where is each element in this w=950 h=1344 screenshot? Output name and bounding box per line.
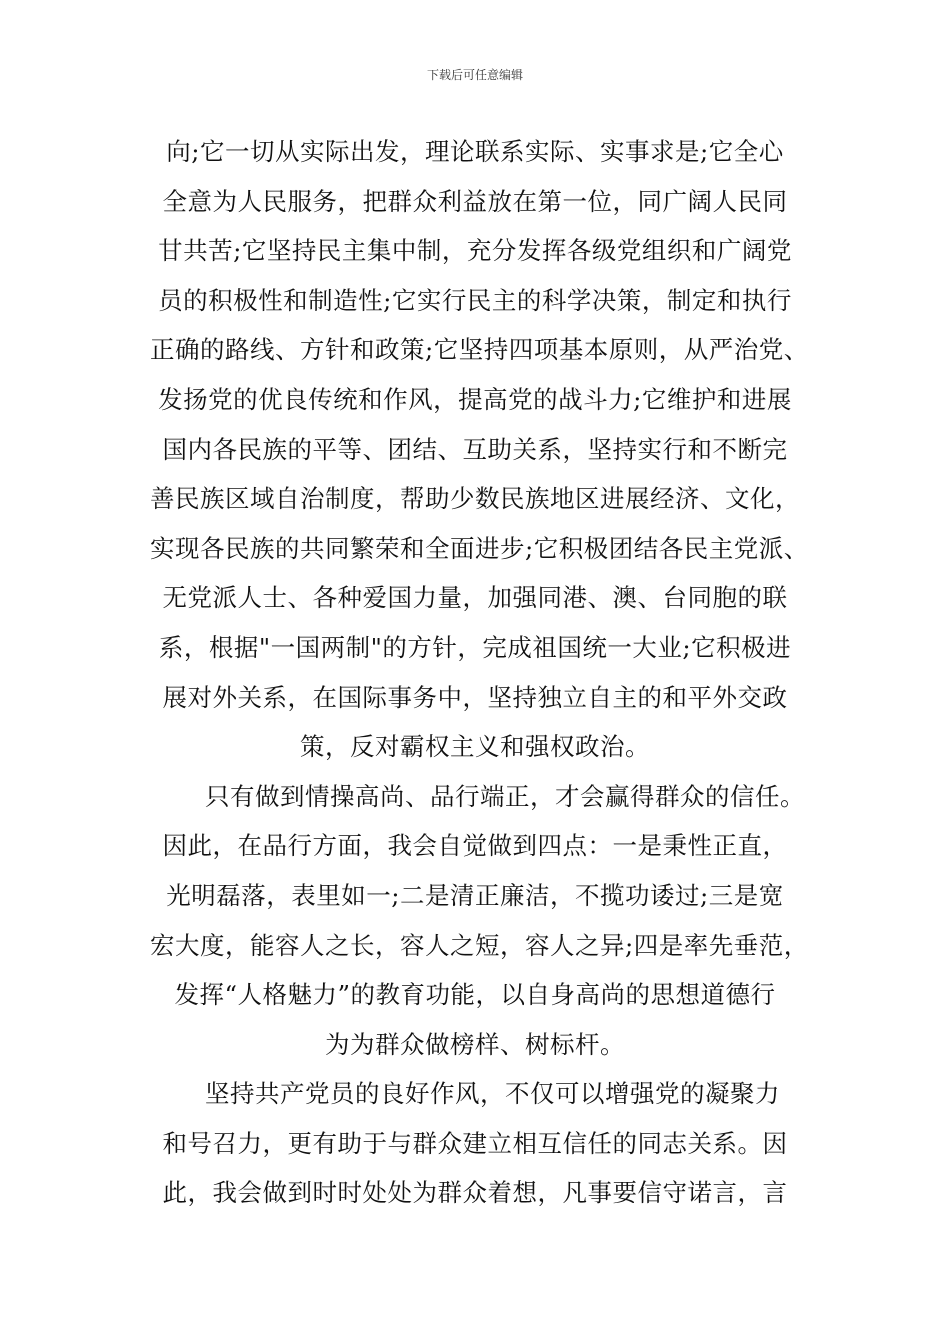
text-line: 向;它一切从实际出发，理论联系实际、实事求是;它全心	[166, 137, 784, 166]
text-line: 甘共苦;它坚持民主集中制，充分发挥各级党组织和广阔党	[158, 236, 792, 266]
text-line: 为为群众做榜样、树标杆。	[325, 1029, 625, 1059]
document-body	[150, 127, 809, 1218]
text-line: 实现各民族的共同繁荣和全面进步;它积极团结各民主党派、	[150, 533, 809, 563]
paragraph-first-line: 坚持共产党员的良好作风，不仅可以增强党的凝聚力	[205, 1079, 780, 1109]
text-line: 员的积极性和制造性;它实行民主的科学决策，制定和执行	[158, 285, 792, 315]
text-line: 善民族区域自治制度，帮助少数民族地区进展经济、文化，	[150, 484, 800, 514]
text-line: 展对外关系，在国际事务中，坚持独立自主的和平外交政	[162, 682, 788, 712]
text-line: 系，根据"一国两制"的方针，完成祖国统一大业;它积极进	[158, 632, 792, 662]
text-line: 正确的路线、方针和政策;它坚持四项基本原则，从严治党、	[150, 335, 809, 365]
text-line: 发扬党的优良传统和作风，提高党的战斗力;它维护和进展	[158, 384, 792, 414]
page-header: 下载后可任意编辑	[426, 68, 523, 82]
text-line: 因此，在品行方面，我会自觉做到四点：一是秉性正直，	[162, 831, 788, 861]
paragraph-first-line: 只有做到情操高尚、品行端正，才会赢得群众的信任。	[205, 781, 805, 811]
text-line: 宏大度，能容人之长，容人之短，容人之异;四是率先垂范，	[150, 930, 809, 960]
text-line: 和号召力，更有助于与群众建立相互信任的同志关系。因	[162, 1128, 788, 1158]
text-line: 无党派人士、各种爱国力量，加强同港、澳、台同胞的联	[162, 583, 788, 613]
text-line: 发挥“人格魅力”的教育功能，以自身高尚的思想道德行	[174, 980, 776, 1010]
text-line: 国内各民族的平等、团结、互助关系，坚持实行和不断完	[162, 434, 788, 464]
text-line: 光明磊落，表里如一;二是清正廉洁，不揽功诿过;三是宽	[166, 880, 784, 910]
text-line: 此，我会做到时时处处为群众着想，凡事要信守诺言，言	[162, 1178, 788, 1208]
text-line: 全意为人民服务，把群众利益放在第一位，同广阔人民同	[162, 186, 788, 216]
text-line: 策，反对霸权主义和强权政治。	[300, 732, 650, 762]
